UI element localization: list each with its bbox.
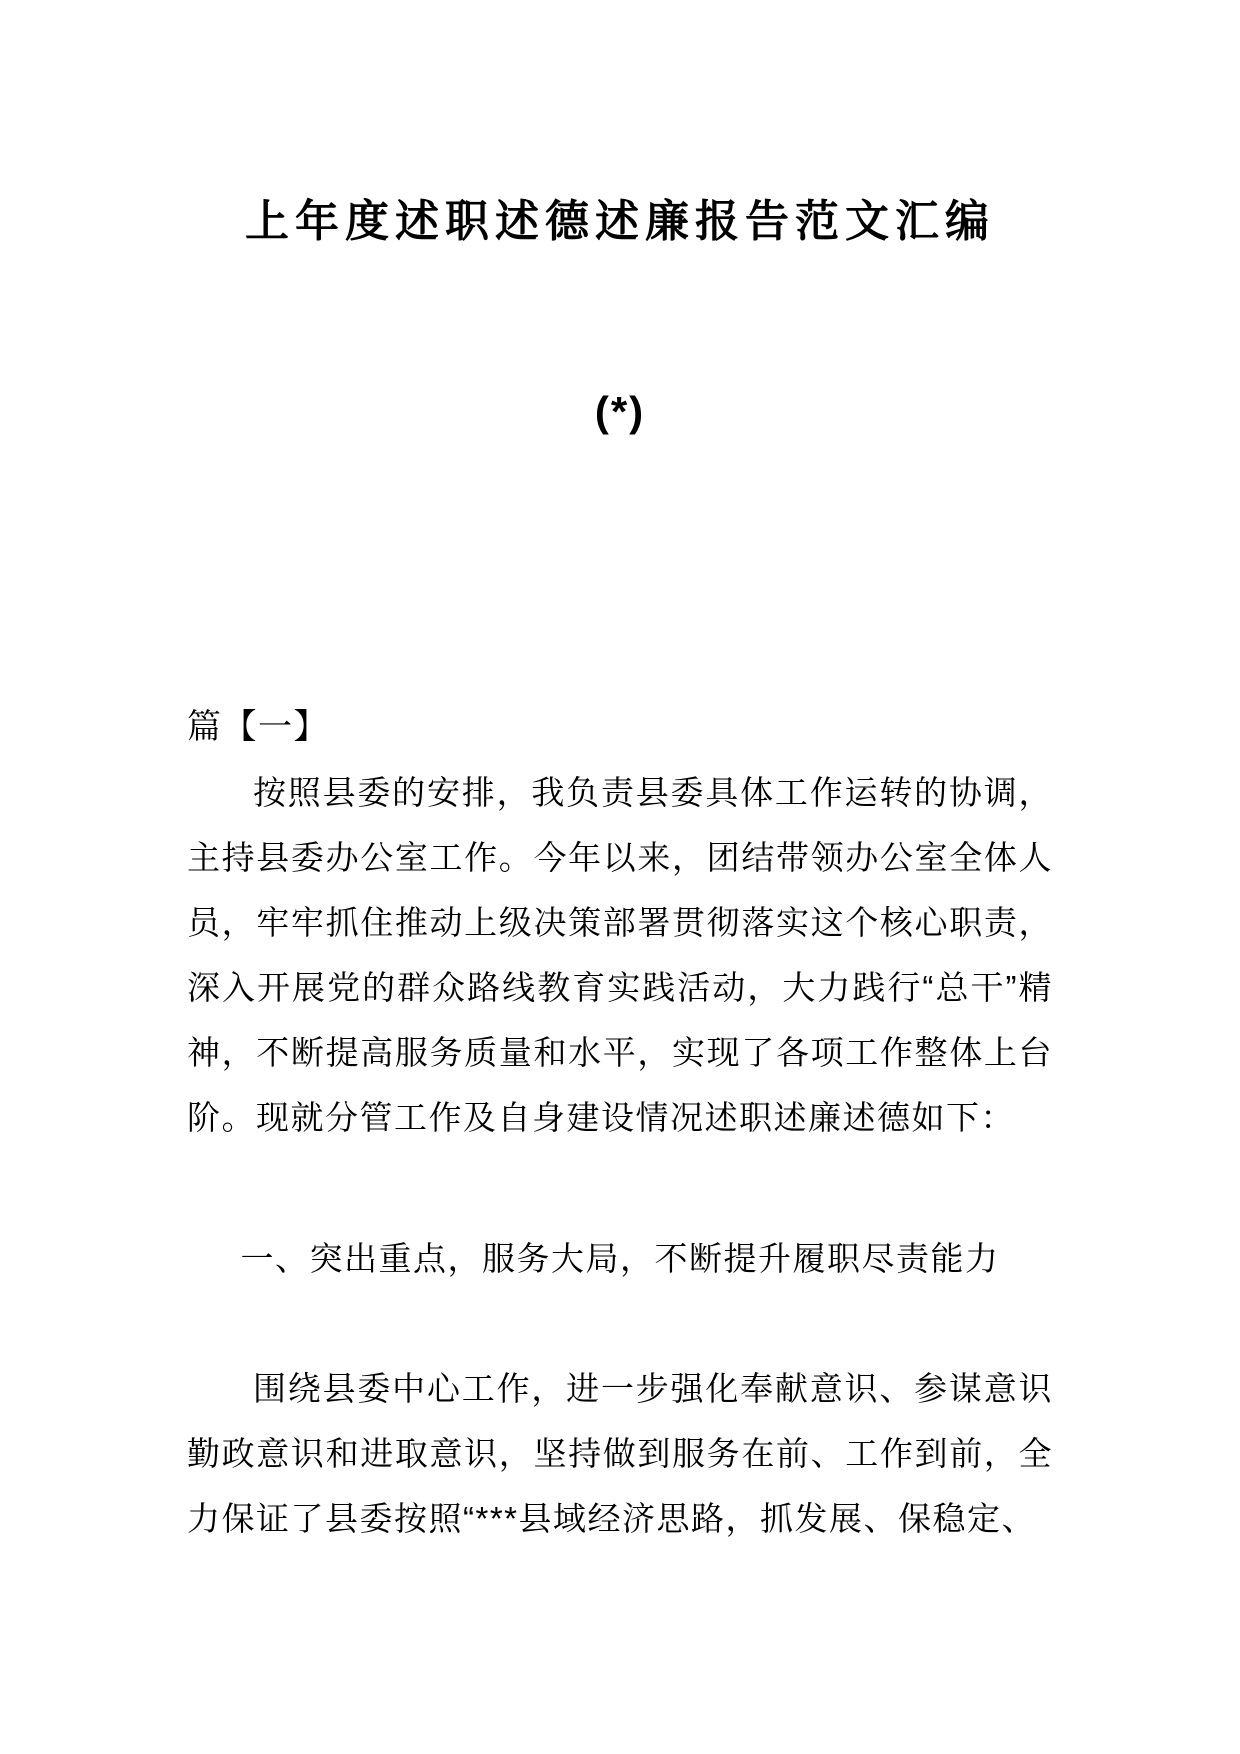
document-subtitle-asterisk: (*) <box>594 388 646 435</box>
body-paragraph-2: 围绕县委中心工作，进一步强化奉献意识、参谋意识勤政意识和进取意识，坚持做到服务在前、工作到前，全力保证了县委按照“***县域经济思路，抓发展、保稳定、 <box>187 1370 1053 1537</box>
section-label-part-one: 篇【一】 <box>187 708 329 746</box>
body-paragraph-1: 按照县委的安排，我负责县委具体工作运转的协调，主持县委办公室工作。今年以来，团结带领办公室全体人员，牢牢抓住推动上级决策部署贯彻落实这个核心职责，深入开展党的群众路线教育实践活动，大力践行“总干”精神，不断提高服务质量和水平，实现了各项工作整体上台阶。现就分管工作及自身建设情况述职述廉述德如下： <box>187 774 1053 1136</box>
document-title: 上年度述职述德述廉报告范文汇编 <box>245 197 995 246</box>
section-heading-1: 一、突出重点，服务大局，不断提升履职尽责能力 <box>240 1240 1000 1277</box>
